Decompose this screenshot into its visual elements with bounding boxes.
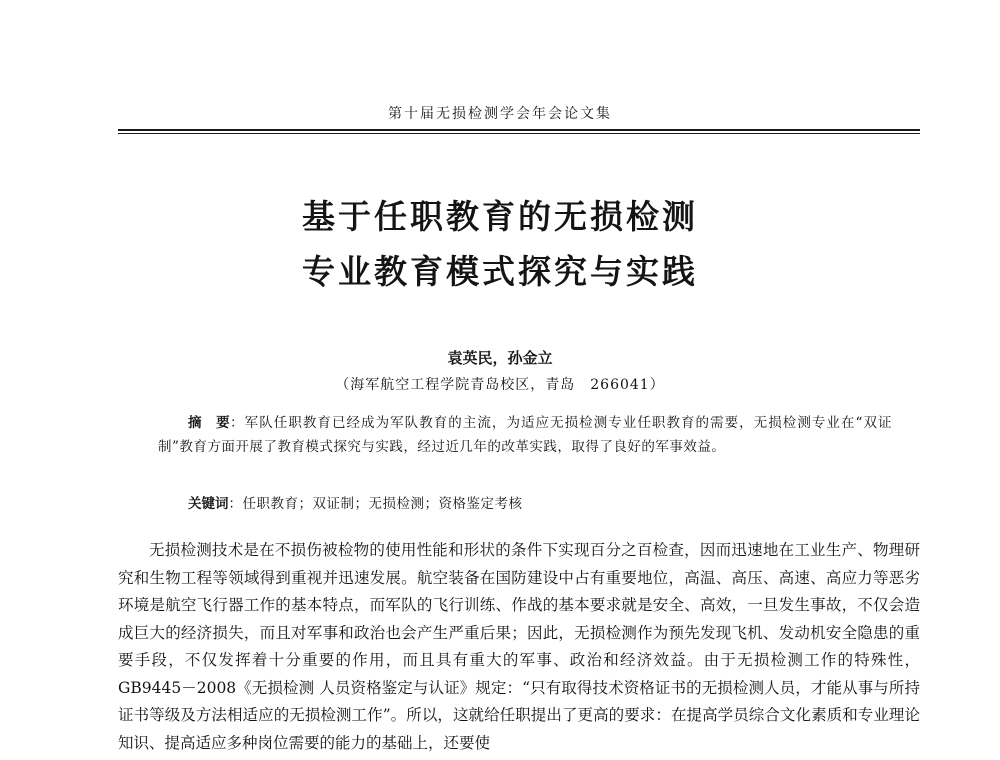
header-rule-thick: [118, 129, 920, 131]
header-rule-thin: [118, 133, 920, 134]
body-paragraph: 无损检测技术是在不损伤被检物的使用性能和形状的条件下实现百分之百检查，因而迅速地在工业生产、物理研究和生物工程等领域得到重视并迅速发展。航空装备在国防建设中占有重要地位，高温、高压、高速、高应力等恶劣环境是航空飞行器工作的基本特点，而军队的飞行训练、作战的基本要求就是安全、高效，一旦发生事故，不仅会造成巨大的经济损失，而且对军事和政治也会产生严重后果；因此，无损检测作为预先发现飞机、发动机安全隐患的重要手段，不仅发挥着十分重要的作用，而且具有重大的军事、政治和经济效益。由于无损检测工作的特殊性，GB9445－2008《无损检测 人员资格鉴定与认证》规定：“只有取得技术资格证书的无损检测人员，才能从事与所持证书等级及方法相适应的无损检测工作”。所以，这就给任职提出了更高的要求：在提高学员综合文化素质和专业理论知识、提高适应多种岗位需要的能力的基础上，还要使: [118, 541, 920, 752]
abstract: [158, 411, 892, 459]
authors: 袁英民，孙金立: [447, 349, 553, 367]
keywords-label: 关键词: [188, 496, 229, 512]
keywords-text: ：任职教育；双证制；无损检测；资格鉴定考核: [228, 496, 523, 512]
affiliation: （海军航空工程学院青岛校区，青岛 266041）: [335, 377, 665, 393]
running-head: 第十届无损检测学会年会论文集: [388, 106, 612, 122]
abstract-text: ：军队任职教育已经成为军队教育的主流，为适应无损检测专业任职教育的需要，无损检测专业在“双证制”教育方面开展了教育模式探究与实践，经过近几年的改革实践，取得了良好的军事效益。: [158, 415, 893, 455]
paper-title-line-1: 基于任职教育的无损检测: [302, 197, 698, 236]
abstract-label: 摘 要: [188, 415, 231, 431]
keywords: [188, 492, 892, 512]
paper-title-line-2: 专业教育模式探究与实践: [302, 252, 698, 291]
